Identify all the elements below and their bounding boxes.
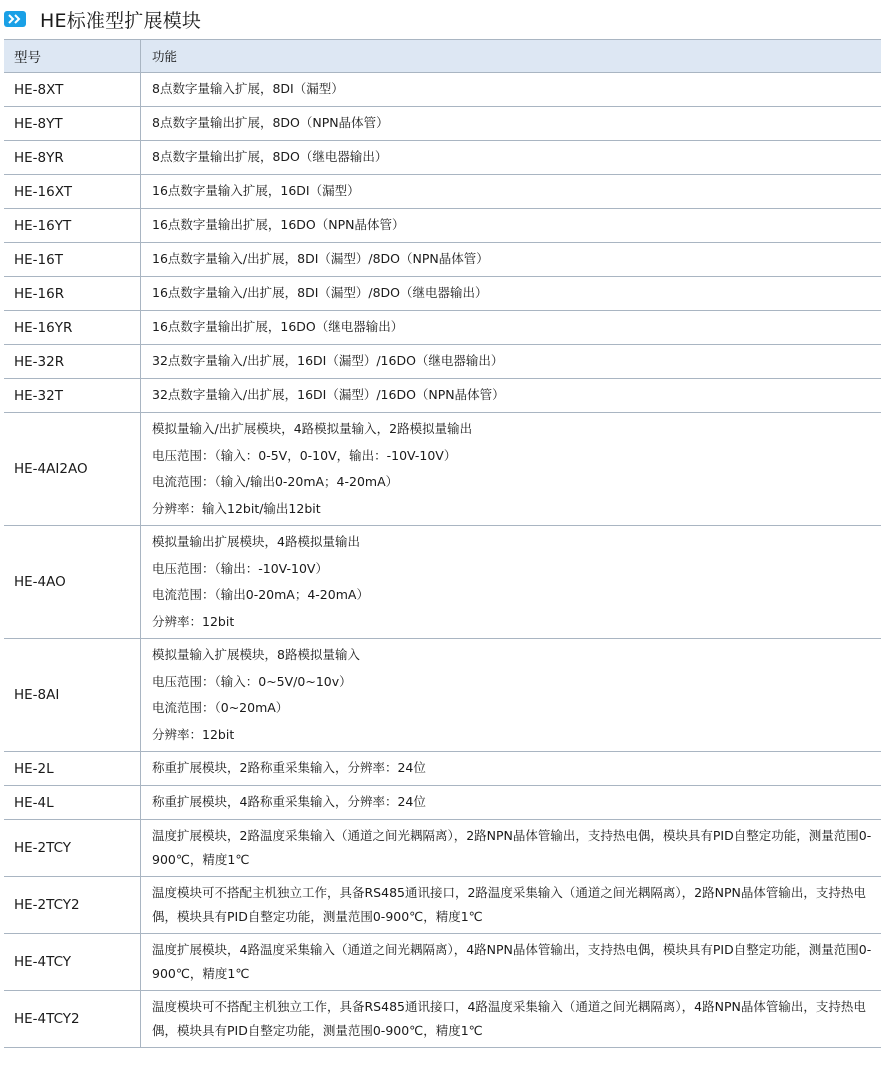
table-row [4, 107, 881, 141]
model-cell: HE-2TCY2 [4, 877, 141, 934]
model-cell: HE-2L [4, 752, 141, 786]
model-cell: HE-4TCY [4, 934, 141, 991]
table-row [4, 311, 881, 345]
function-line: 16点数字量输出扩展，16DO（NPN晶体管） [152, 217, 405, 233]
function-line: 模拟量输入扩展模块，8路模拟量输入 [152, 647, 360, 662]
model-cell: HE-16T [4, 243, 141, 277]
function-cell [141, 639, 882, 752]
function-line: 电压范围：（输出：-10V-10V） [152, 560, 328, 576]
function-cell [141, 277, 882, 311]
function-cell [141, 311, 882, 345]
model-cell: HE-4AI2AO [4, 413, 141, 526]
function-cell [141, 786, 882, 820]
function-cell [141, 934, 882, 991]
function-cell [141, 175, 882, 209]
function-line: 8点数字量输出扩展，8DO（继电器输出） [152, 149, 388, 165]
function-text: 温度模块可不搭配主机独立工作，具备RS485通讯接口，4路温度采集输入（通道之间光耦隔离），4路NPN晶体管输出，支持热电偶，模块具有PID自整定功能，测量范围0-900℃，精度1℃ [152, 999, 866, 1038]
model-cell: HE-8AI [4, 639, 141, 752]
function-line: 分辨率：12bit [152, 613, 235, 629]
header-model: 型号 [4, 40, 141, 73]
model-cell: HE-8YT [4, 107, 141, 141]
function-cell [141, 877, 882, 934]
function-cell [141, 73, 882, 107]
function-line: 模拟量输出扩展模块，4路模拟量输出 [152, 534, 360, 549]
table-row [4, 991, 881, 1048]
table-row [4, 345, 881, 379]
table-row [4, 526, 881, 639]
model-cell: HE-8XT [4, 73, 141, 107]
table-row [4, 243, 881, 277]
table-row [4, 413, 881, 526]
function-text: 温度扩展模块，2路温度采集输入（通道之间光耦隔离），2路NPN晶体管输出，支持热电偶，模块具有PID自整定功能，测量范围0-900℃，精度1℃ [152, 828, 872, 867]
function-cell [141, 141, 882, 175]
function-line: 分辨率：12bit [152, 726, 235, 742]
function-cell [141, 345, 882, 379]
table-row [4, 639, 881, 752]
model-cell: HE-4TCY2 [4, 991, 141, 1048]
table-row [4, 175, 881, 209]
model-cell: HE-16R [4, 277, 141, 311]
model-cell: HE-4AO [4, 526, 141, 639]
table-row [4, 752, 881, 786]
table-row [4, 877, 881, 934]
function-cell [141, 991, 882, 1048]
table-row [4, 73, 881, 107]
function-line: 16点数字量输出扩展，16DO（继电器输出） [152, 319, 404, 335]
model-cell: HE-32R [4, 345, 141, 379]
function-line: 电流范围：（输出0-20mA；4-20mA） [152, 587, 369, 602]
spec-table [4, 39, 881, 1048]
table-row [4, 786, 881, 820]
table-row [4, 820, 881, 877]
function-text: 温度模块可不搭配主机独立工作，具备RS485通讯接口，2路温度采集输入（通道之间光耦隔离），2路NPN晶体管输出，支持热电偶，模块具有PID自整定功能，测量范围0-900℃，精度1℃ [152, 885, 866, 924]
function-cell [141, 526, 882, 639]
function-line: 称重扩展模块，2路称重采集输入，分辨率：24位 [152, 760, 426, 776]
section-title [4, 6, 201, 32]
function-cell [141, 243, 882, 277]
table-row [4, 141, 881, 175]
table-row [4, 379, 881, 413]
function-line: 模拟量输入/出扩展模块，4路模拟量输入，2路模拟量输出 [152, 421, 473, 436]
function-line: 8点数字量输入扩展，8DI（漏型） [152, 81, 344, 97]
model-cell: HE-4L [4, 786, 141, 820]
table-header-row [4, 40, 881, 73]
function-line: 32点数字量输入/出扩展，16DI（漏型）/16DO（NPN晶体管） [152, 387, 505, 403]
function-line: 8点数字量输出扩展，8DO（NPN晶体管） [152, 115, 389, 131]
function-cell [141, 752, 882, 786]
function-cell [141, 379, 882, 413]
model-cell: HE-16YT [4, 209, 141, 243]
model-cell: HE-8YR [4, 141, 141, 175]
function-line: 电压范围：（输入：0-5V，0-10V，输出：-10V-10V） [152, 447, 457, 463]
title-text: HE标准型扩展模块 [40, 9, 202, 32]
function-line: 16点数字量输入/出扩展，8DI（漏型）/8DO（NPN晶体管） [152, 251, 489, 267]
table-row [4, 209, 881, 243]
function-line: 电压范围：（输入：0~5V/0~10v） [152, 673, 352, 689]
function-line: 称重扩展模块，4路称重采集输入，分辨率：24位 [152, 794, 426, 810]
model-cell: HE-16XT [4, 175, 141, 209]
function-cell [141, 820, 882, 877]
table-row [4, 277, 881, 311]
function-line: 16点数字量输入/出扩展，8DI（漏型）/8DO（继电器输出） [152, 285, 488, 301]
model-cell: HE-32T [4, 379, 141, 413]
model-cell: HE-2TCY [4, 820, 141, 877]
function-cell [141, 107, 882, 141]
function-cell [141, 209, 882, 243]
function-line: 电流范围：（0~20mA） [152, 700, 289, 715]
function-line: 32点数字量输入/出扩展，16DI（漏型）/16DO（继电器输出） [152, 353, 504, 369]
function-text: 温度扩展模块，4路温度采集输入（通道之间光耦隔离），4路NPN晶体管输出，支持热电偶，模块具有PID自整定功能，测量范围0-900℃，精度1℃ [152, 942, 872, 981]
function-cell [141, 413, 882, 526]
table-row [4, 934, 881, 991]
function-line: 电流范围：（输入/输出0-20mA；4-20mA） [152, 474, 399, 489]
double-chevron-right-icon [4, 11, 26, 27]
function-line: 16点数字量输入扩展，16DI（漏型） [152, 183, 360, 199]
function-line: 分辨率：输入12bit/输出12bit [152, 500, 321, 516]
header-function: 功能 [141, 40, 882, 73]
model-cell: HE-16YR [4, 311, 141, 345]
